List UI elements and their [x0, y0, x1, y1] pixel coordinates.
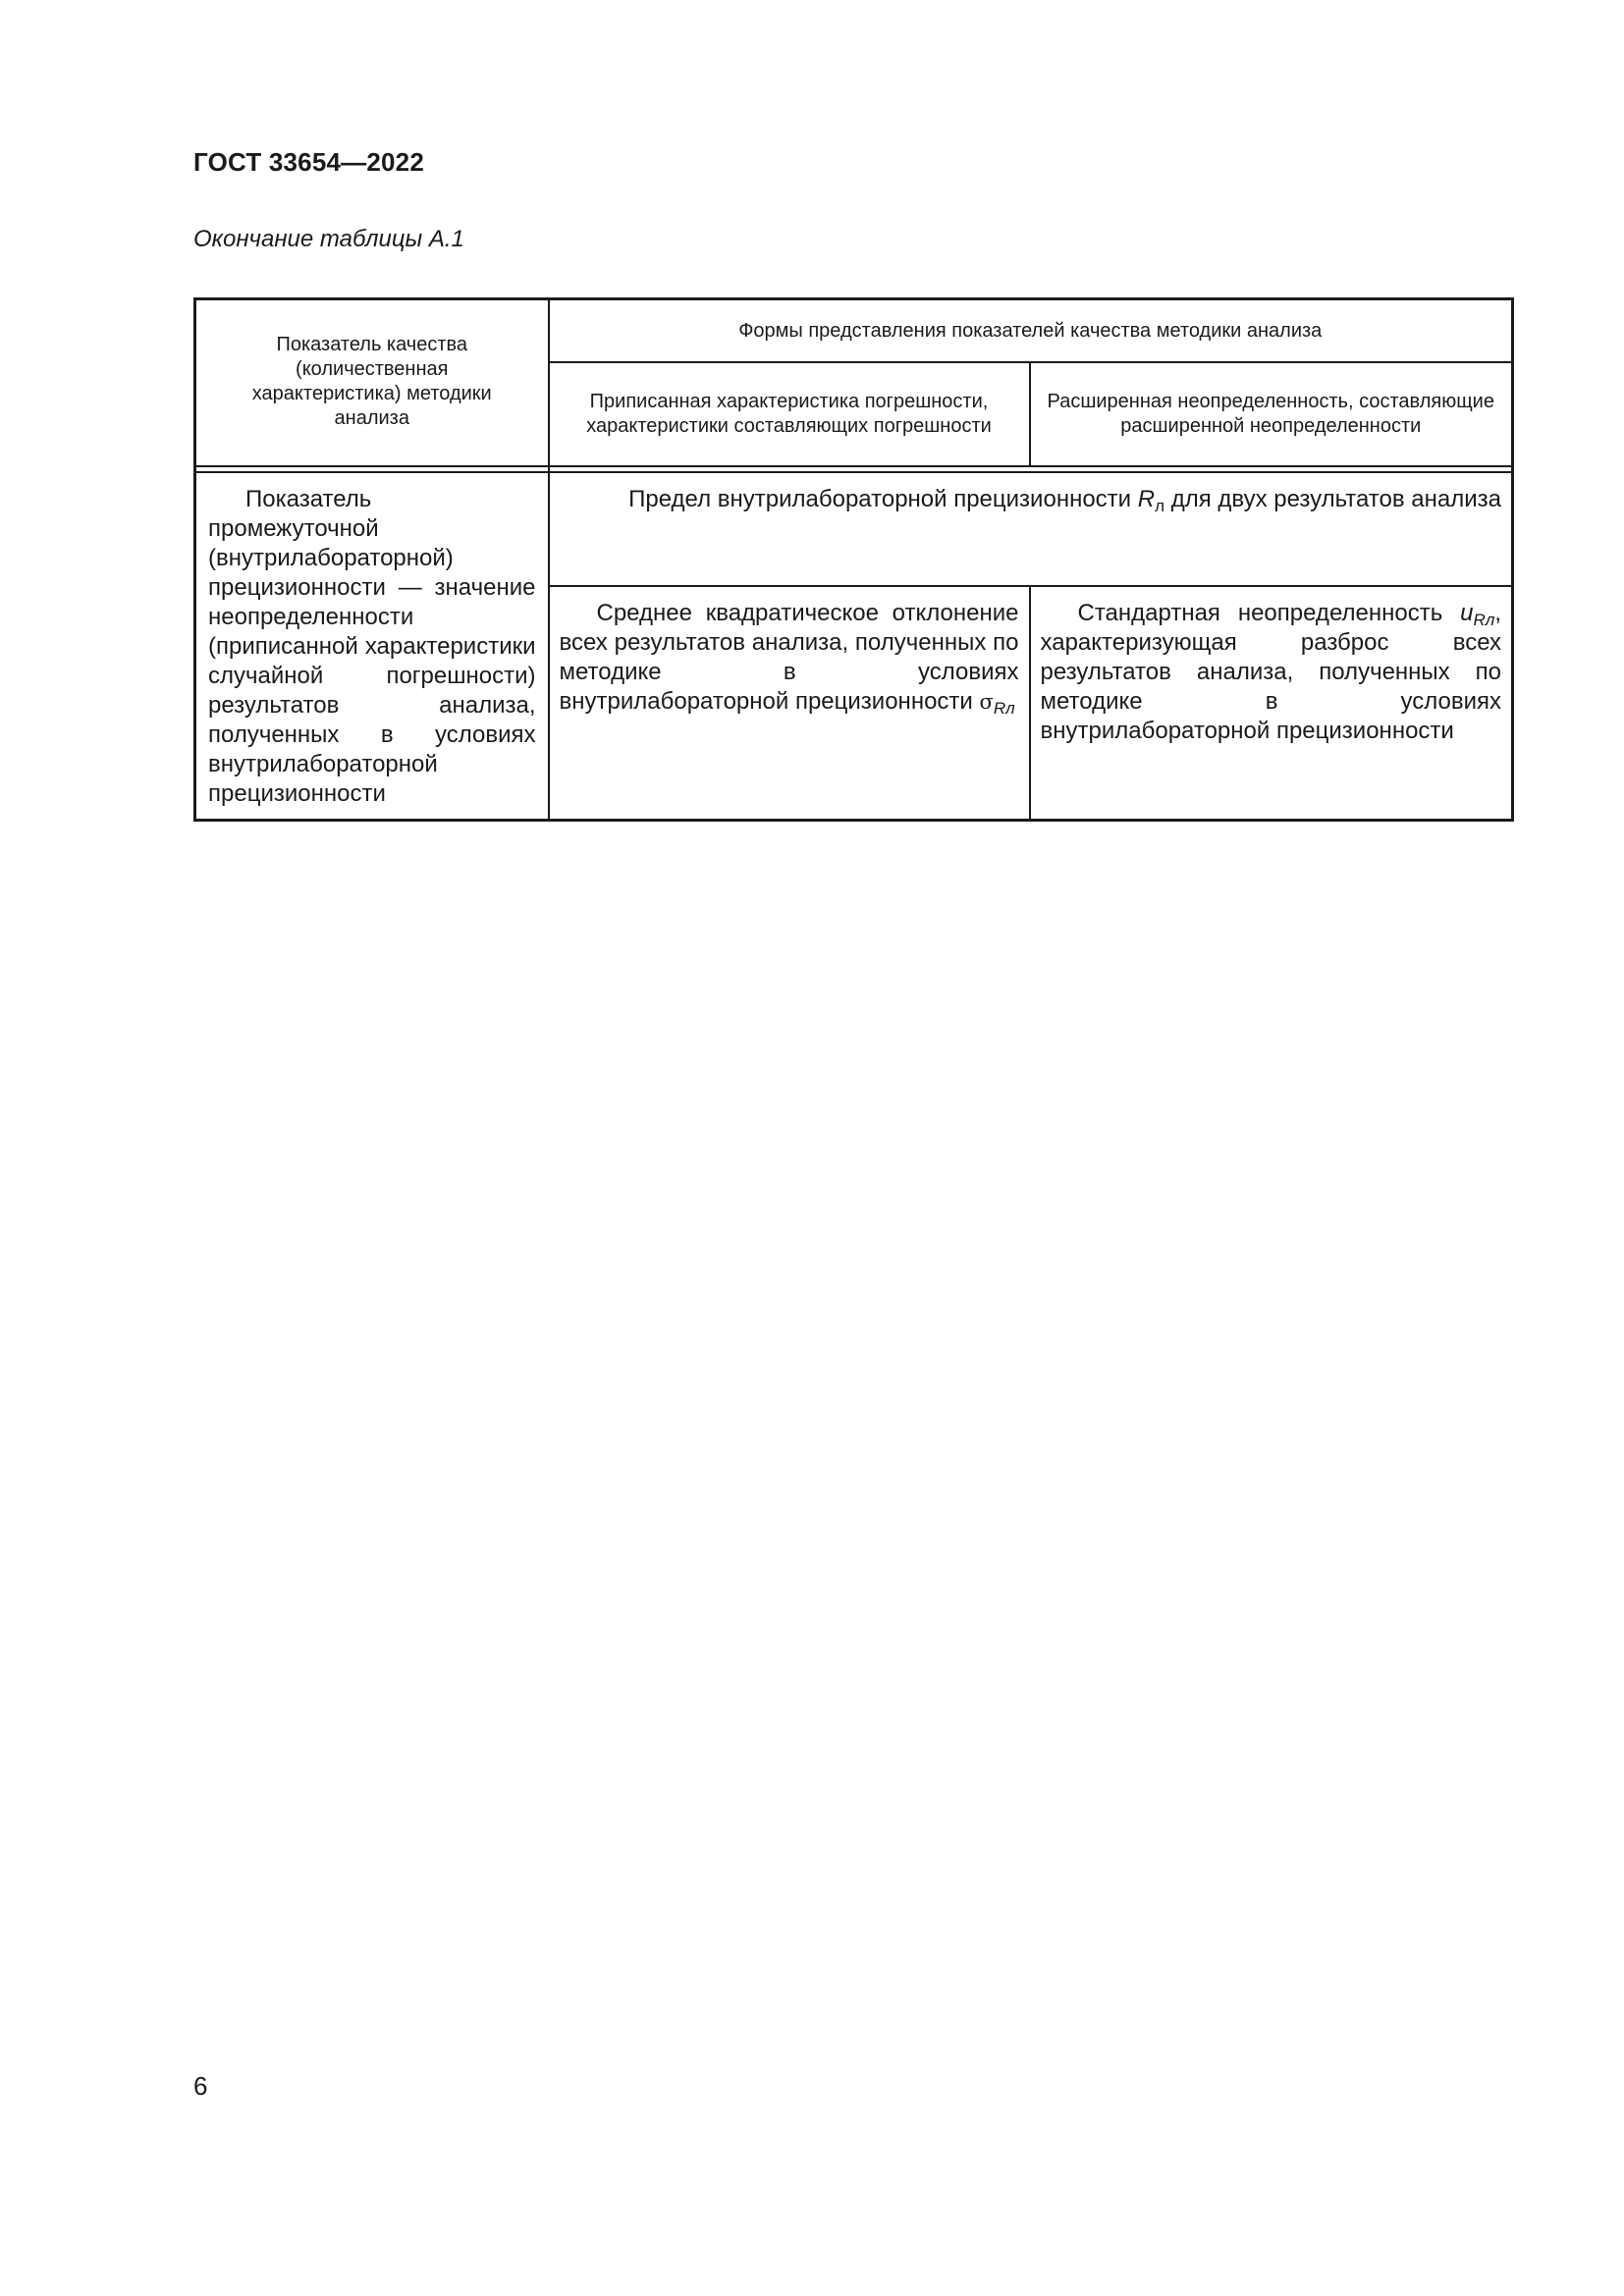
- indicator-cell: [195, 472, 549, 821]
- error-text: Среднее квадратическое отклонение всех результатов анализа, полученных по методике в условиях внутрилабораторной прецизионности: [559, 600, 1019, 715]
- uncertainty-prefix: Стандартная неопределенность: [1077, 600, 1443, 626]
- uncertainty-subscript: Rл: [1473, 611, 1495, 629]
- precision-limit-cell: [549, 472, 1513, 586]
- limit-symbol: R: [1137, 486, 1156, 512]
- document-code: ГОСТ 33654—2022: [193, 147, 424, 177]
- quality-indicators-table: [193, 297, 1514, 822]
- error-characteristic-cell: [549, 586, 1030, 821]
- header-forms-group: Формы представления показателей качества методики анализа: [549, 299, 1513, 363]
- limit-prefix: Предел внутрилабораторной прецизионности: [628, 486, 1132, 512]
- uncertainty-symbol: u: [1460, 600, 1474, 626]
- indicator-text: Показатель промежуточной (внутрилабораторной) прецизионности — значение неопределенности (приписанной характеристики случайной погрешности) результатов анализа, полученных в условиях внутрилабораторной прецизионности: [208, 486, 536, 807]
- header-indicator: Показатель качества (количественная характеристика) методики анализа: [195, 299, 549, 467]
- uncertainty-cell: [1030, 586, 1513, 821]
- table-row: [195, 472, 1513, 586]
- sigma-subscript: Rл: [993, 699, 1015, 718]
- table-caption: Окончание таблицы А.1: [193, 226, 464, 252]
- uncertainty-text: , характеризующая разброс всех результатов анализа, полученных по методике в условиях внутрилабораторной прецизионности: [1040, 600, 1502, 744]
- sigma-symbol: σ: [979, 690, 994, 714]
- limit-suffix: для двух результатов анализа: [1170, 486, 1502, 512]
- table-header-row: [195, 299, 1513, 363]
- limit-subscript: л: [1155, 497, 1165, 515]
- page-number: 6: [193, 2071, 208, 2101]
- header-error-characteristic: Приписанная характеристика погрешности, характеристики составляющих погрешности: [549, 362, 1030, 466]
- header-expanded-uncertainty: Расширенная неопределенность, составляющие расширенной неопределенности: [1030, 362, 1513, 466]
